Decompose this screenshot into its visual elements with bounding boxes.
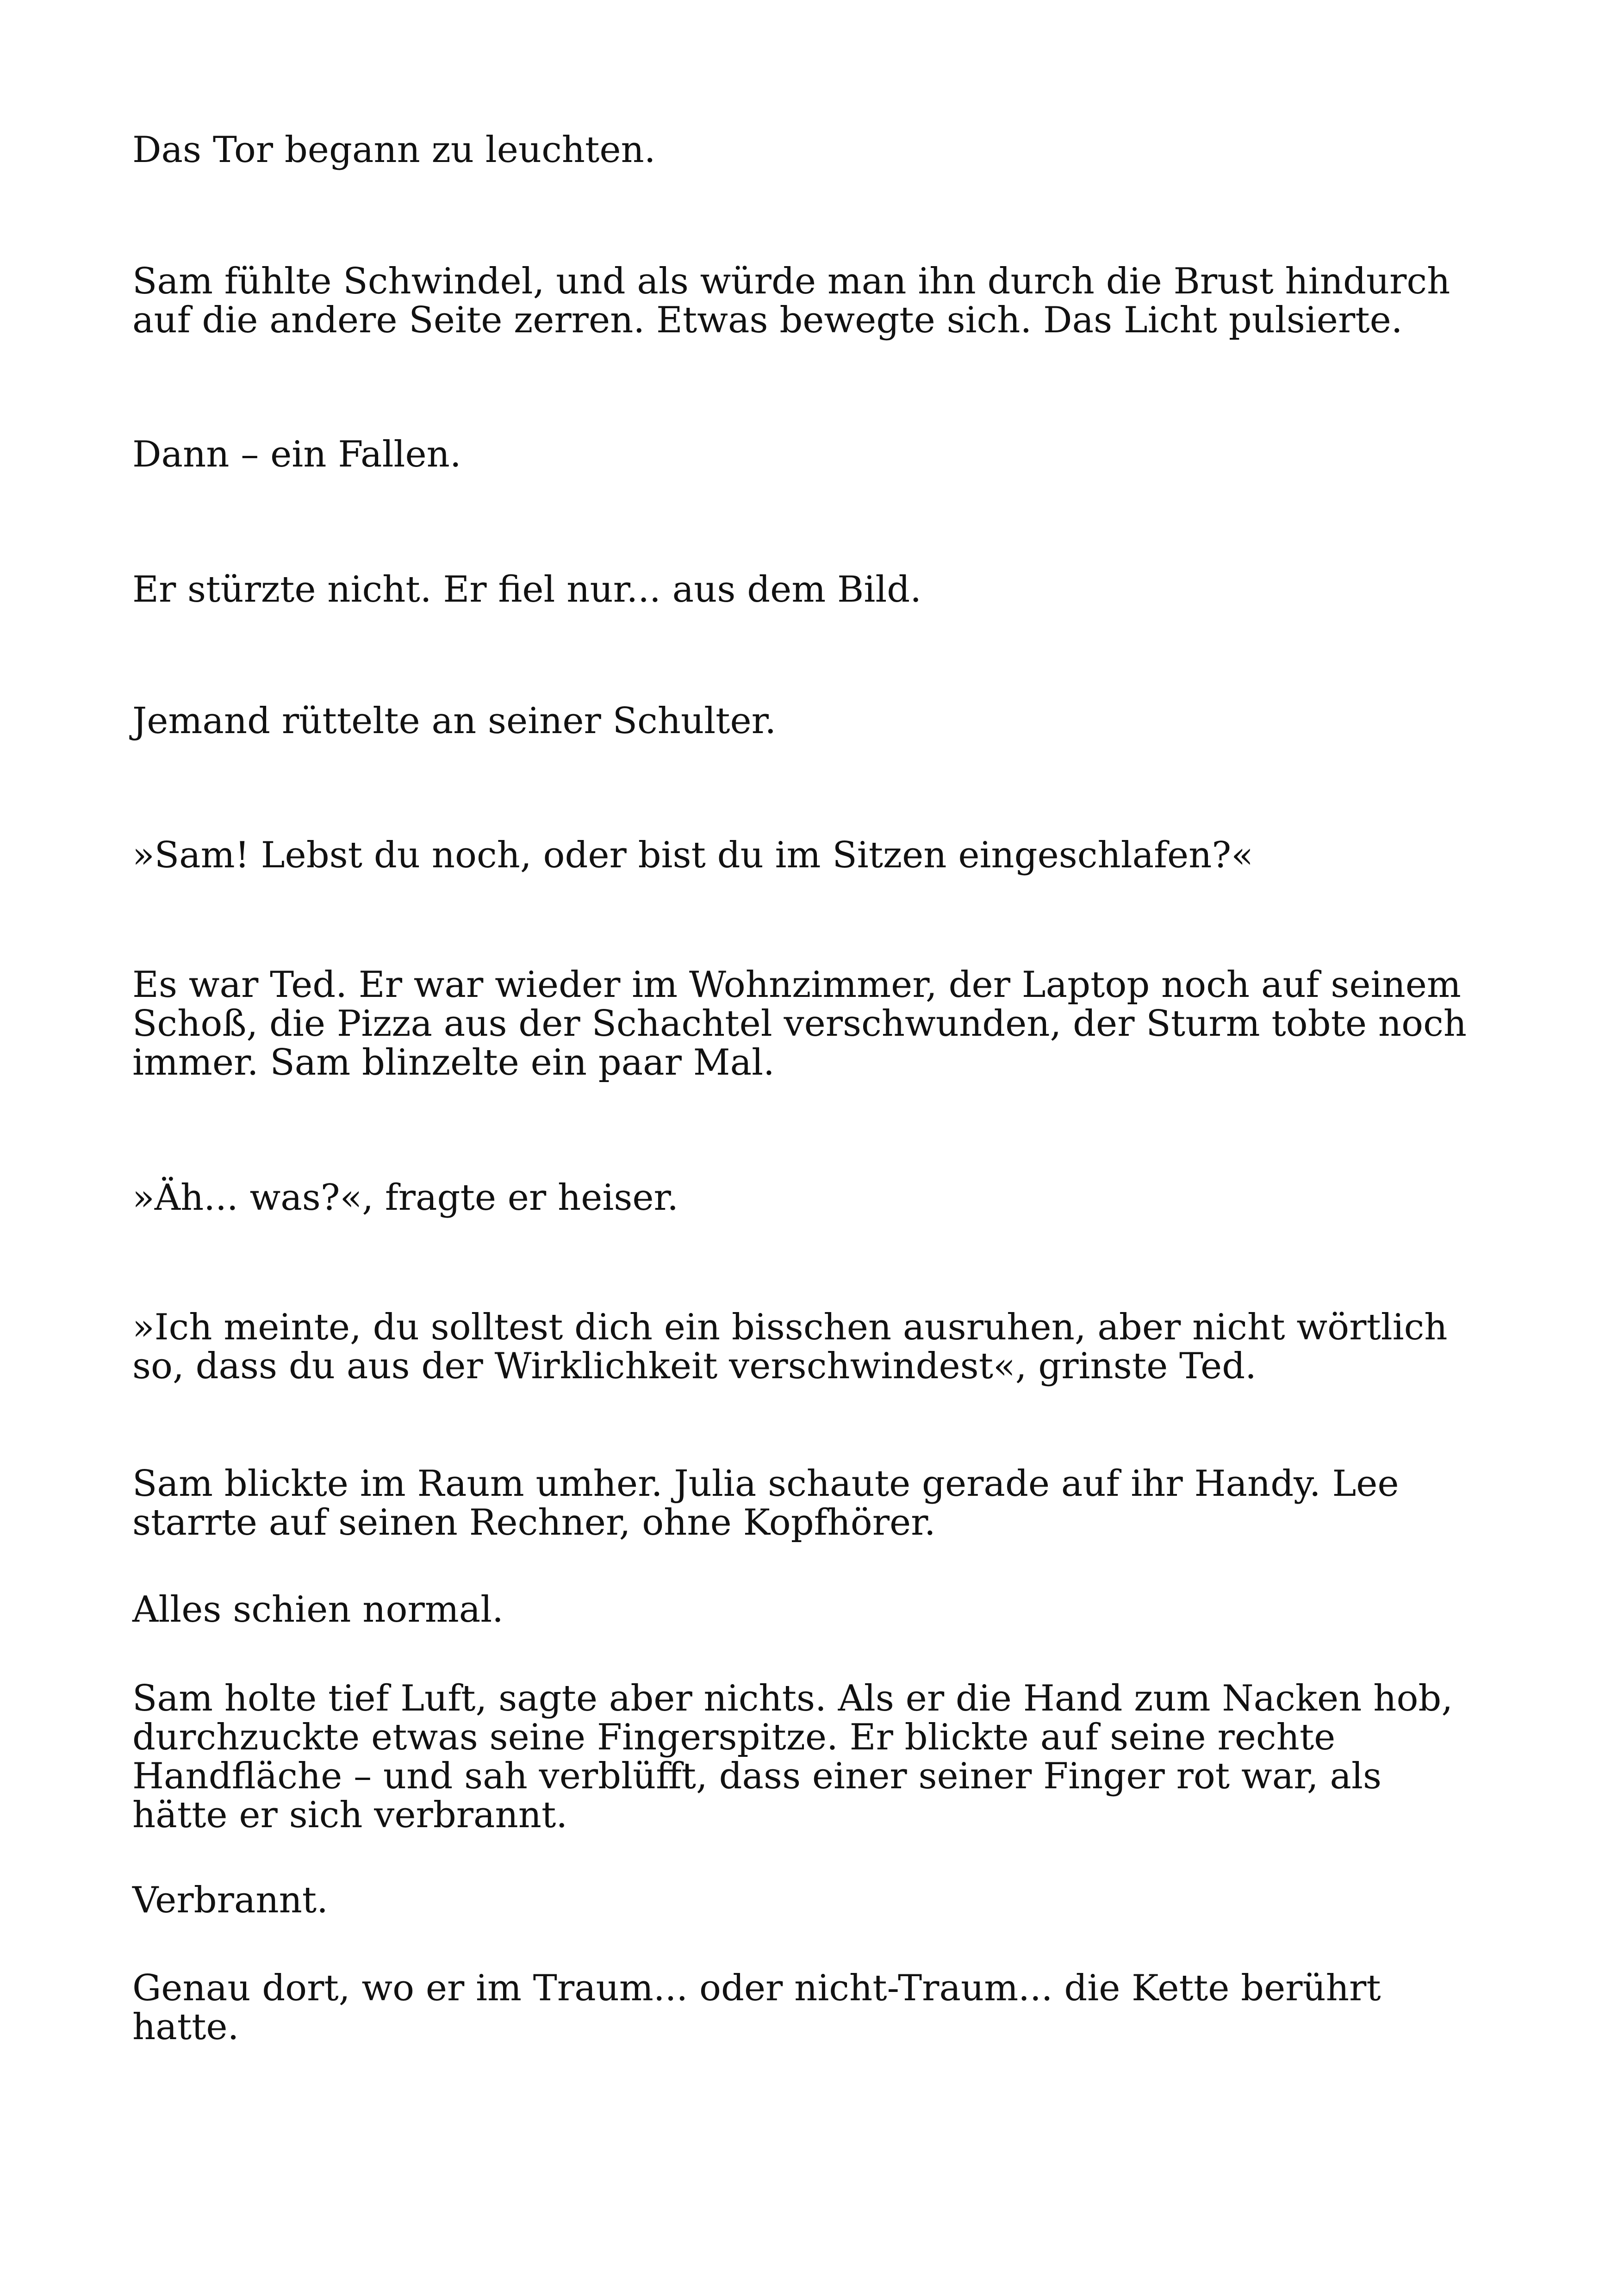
paragraph [132,702,1502,740]
paragraph [132,1178,1502,1217]
paragraph [132,262,1502,340]
paragraph [132,131,1502,169]
text-line: Dann – ein Fallen. [132,434,461,475]
text-line: Genau dort, wo er im Traum... oder nicht-Traum... die Kette berührt [132,1967,1381,2009]
text-line: so, dass du aus der Wirklichkeit verschwindest«, grinste Ted. [132,1345,1257,1387]
paragraph [132,1308,1502,1386]
text-line: Es war Ted. Er war wieder im Wohnzimmer, der Laptop noch auf seinem [132,964,1461,1006]
text-line: »Äh... was?«, fragte er heiser. [132,1177,679,1219]
paragraph [132,1969,1502,2047]
text-line: »Sam! Lebst du noch, oder bist du im Sitzen eingeschlafen?« [132,834,1253,876]
text-line: Verbrannt. [132,1879,328,1921]
text-line: Schoß, die Pizza aus der Schachtel verschwunden, der Sturm tobte noch [132,1003,1467,1045]
text-line: »Ich meinte, du solltest dich ein bisschen ausruhen, aber nicht wörtlich [132,1307,1448,1348]
paragraph [132,1590,1502,1629]
paragraph [132,570,1502,609]
text-line: Handfläche – und sah verblüfft, dass einer seiner Finger rot war, als [132,1755,1382,1797]
paragraph [132,1881,1502,1920]
text-line: Jemand rüttelte an seiner Schulter. [132,700,777,742]
text-line: hatte. [132,2006,239,2048]
text-line: durchzuckte etwas seine Fingerspitze. Er blickte auf seine rechte [132,1717,1336,1758]
paragraph [132,965,1502,1082]
paragraph [132,1679,1502,1835]
paragraph [132,1464,1502,1542]
text-line: starrte auf seinen Rechner, ohne Kopfhörer. [132,1502,936,1543]
text-line: auf die andere Seite zerren. Etwas bewegte sich. Das Licht pulsierte. [132,299,1403,341]
text-line: Sam fühlte Schwindel, und als würde man ihn durch die Brust hindurch [132,261,1450,302]
paragraph [132,836,1502,875]
text-line: hätte er sich verbrannt. [132,1794,568,1836]
text-line: Das Tor begann zu leuchten. [132,129,656,171]
text-line: immer. Sam blinzelte ein paar Mal. [132,1042,775,1083]
paragraph [132,435,1502,474]
text-line: Er stürzte nicht. Er fiel nur... aus dem Bild. [132,569,921,610]
text-line: Sam holte tief Luft, sagte aber nichts. Als er die Hand zum Nacken hob, [132,1678,1453,1719]
text-line: Alles schien normal. [132,1589,504,1630]
text-line: Sam blickte im Raum umher. Julia schaute gerade auf ihr Handy. Lee [132,1463,1399,1505]
